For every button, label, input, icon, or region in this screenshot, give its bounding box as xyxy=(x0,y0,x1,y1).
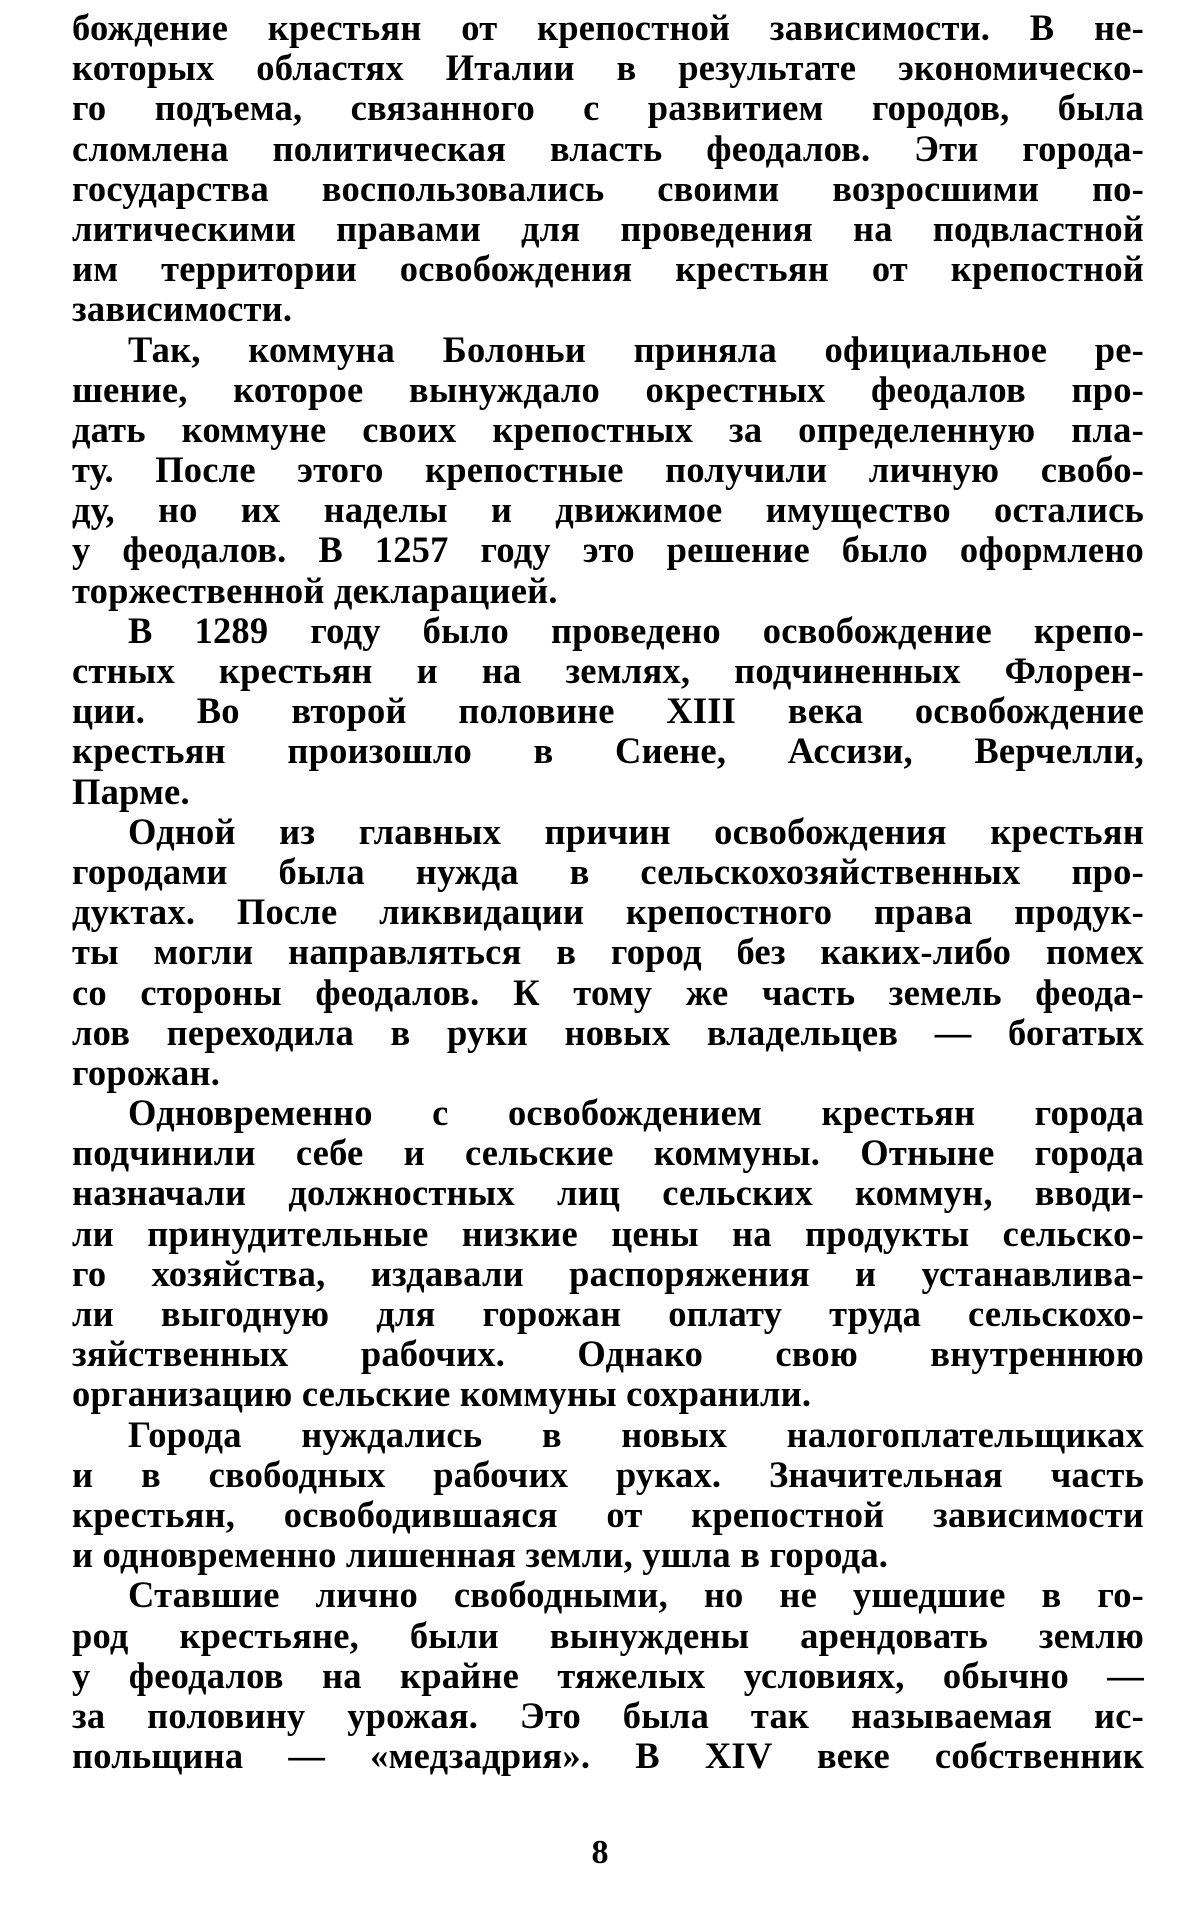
text-line: шение, которое вынуждало окрестных феодалов про- xyxy=(72,368,1144,410)
text-block xyxy=(72,8,1144,1776)
text-line: которых областях Италии в результате экономическо- xyxy=(72,47,1144,89)
text-line: крестьян, освободившаяся от крепостной зависимости xyxy=(72,1493,1144,1535)
text-line: Парме. xyxy=(72,770,190,812)
text-line: Города нуждались в новых налогоплательщиках xyxy=(128,1413,1144,1455)
text-line: ты могли направляться в город без каких-либо помех xyxy=(72,931,1144,973)
text-line: польщина — «медзадрия». В XIV веке собственник xyxy=(72,1735,1144,1777)
page-number: 8 xyxy=(591,1834,609,1871)
text-line: у феодалов на крайне тяжелых условиях, обычно — xyxy=(72,1654,1144,1696)
text-line: у феодалов. В 1257 году это решение было оформлено xyxy=(72,529,1144,571)
text-line: Одновременно с освобождением крестьян города xyxy=(128,1092,1144,1134)
page-body xyxy=(72,8,1144,1776)
text-line: государства воспользовались своими возросшими по- xyxy=(72,167,1144,209)
text-line: ции. Во второй половине XIII века освобождение xyxy=(72,690,1144,732)
text-line: и одновременно лишенная земли, ушла в города. xyxy=(72,1534,889,1576)
text-line: им территории освобождения крестьян от крепостной xyxy=(72,248,1144,290)
text-line: В 1289 году было проведено освобождение крепо- xyxy=(128,609,1144,651)
text-line: ду, но их наделы и движимое имущество остались xyxy=(72,489,1144,531)
text-line: за половину урожая. Это была так называемая ис- xyxy=(72,1694,1144,1736)
text-line: дуктах. После ликвидации крепостного права продук- xyxy=(72,891,1144,933)
text-line: ту. После этого крепостные получили личную свобо- xyxy=(72,449,1144,491)
text-line: род крестьяне, были вынуждены арендовать землю xyxy=(72,1614,1144,1656)
text-line: и в свободных рабочих руках. Значительная часть xyxy=(72,1453,1144,1495)
text-line: ли выгодную для горожан оплату труда сельскохо- xyxy=(72,1293,1144,1334)
text-line: зяйственных рабочих. Однако свою внутреннюю xyxy=(72,1333,1144,1375)
text-line: Ставшие лично свободными, но не ушедшие в го- xyxy=(128,1574,1144,1616)
text-line: дать коммуне своих крепостных за определенную пла- xyxy=(72,408,1144,450)
text-line: стных крестьян и на землях, подчиненных Флорен- xyxy=(72,650,1144,691)
text-line: организацию сельские коммуны сохранили. xyxy=(72,1373,812,1415)
text-line: крестьян произошло в Сиене, Ассизи, Верчелли, xyxy=(72,730,1144,772)
text-line: ли принудительные низкие цены на продукты сельско- xyxy=(72,1212,1144,1254)
text-line: городами была нужда в сельскохозяйственных про- xyxy=(72,850,1144,892)
text-line: сломлена политическая власть феодалов. Эти города- xyxy=(72,127,1144,169)
text-line: зависимости. xyxy=(72,288,293,330)
text-line: Так, коммуна Болоньи приняла официальное ре- xyxy=(128,328,1144,370)
text-line: бождение крестьян от крепостной зависимости. В не- xyxy=(72,7,1144,48)
text-line: го подъема, связанного с развитием городов, была xyxy=(72,87,1144,129)
text-line: назначали должностных лиц сельских коммун, вводи- xyxy=(72,1172,1144,1214)
text-line: лов переходила в руки новых владельцев — богатых xyxy=(72,1011,1144,1053)
text-line: торжественной декларацией. xyxy=(72,569,558,611)
text-line: горожан. xyxy=(72,1051,221,1093)
text-line: Одной из главных причин освобождения крестьян xyxy=(128,810,1144,852)
text-line: го хозяйства, издавали распоряжения и устанавлива- xyxy=(72,1252,1144,1294)
text-line: литическими правами для проведения на подвластной xyxy=(72,207,1144,249)
text-line: со стороны феодалов. К тому же часть земель феода- xyxy=(72,971,1144,1013)
text-line: подчинили себе и сельские коммуны. Отныне города xyxy=(72,1132,1144,1174)
